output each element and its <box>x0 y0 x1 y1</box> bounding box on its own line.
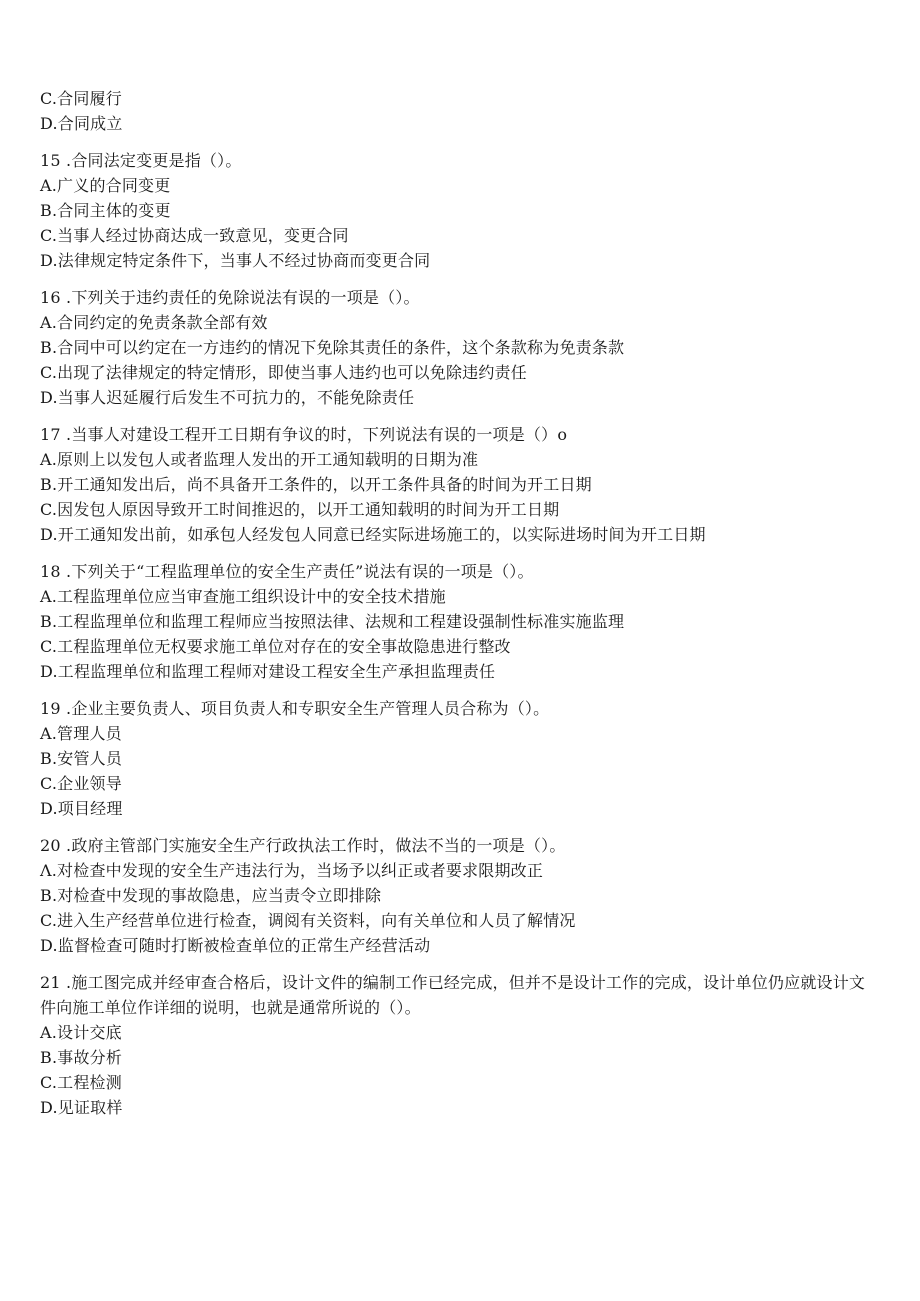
option-a: A.工程监理单位应当审查施工组织设计中的安全技术措施 <box>40 587 446 606</box>
question-21 <box>40 970 880 1120</box>
option-c: C.进入生产经营单位进行检查，调阅有关资料，向有关单位和人员了解情况 <box>40 911 576 930</box>
question-17 <box>40 422 880 547</box>
option-c: C.合同履行 <box>40 89 122 108</box>
document-page <box>40 86 880 1120</box>
option-a: Λ.对检查中发现的安全生产违法行为，当场予以纠正或者要求限期改正 <box>40 861 544 880</box>
option-c: C.企业领导 <box>40 774 122 793</box>
option-d: D.项目经理 <box>40 799 123 818</box>
question-16 <box>40 285 880 410</box>
option-a: A.合同约定的免责条款全部有效 <box>40 313 268 332</box>
option-d: D.法律规定特定条件下，当事人不经过协商而变更合同 <box>40 251 431 270</box>
option-b: B.安管人员 <box>40 749 123 768</box>
question-stem: 21 .施工图完成并经审查合格后，设计文件的编制工作已经完成，但并不是设计工作的完成，设计单位仍应就设计文件向施工单位作详细的说明，也就是通常所说的（）。 <box>40 973 866 1017</box>
question-stem: 20 .政府主管部门实施安全生产行政执法工作时，做法不当的一项是（）。 <box>40 836 566 855</box>
option-a: A.广义的合同变更 <box>40 176 171 195</box>
option-d: D.工程监理单位和监理工程师对建设工程安全生产承担监理责任 <box>40 662 496 681</box>
option-b: B.合同主体的变更 <box>40 201 171 220</box>
option-b: B.合同中可以约定在一方违约的情况下免除其责任的条件，这个条款称为免责条款 <box>40 338 625 357</box>
option-c: C.出现了法律规定的特定情形，即使当事人违约也可以免除违约责任 <box>40 363 527 382</box>
option-a: A.管理人员 <box>40 724 122 743</box>
leading-options <box>40 86 880 136</box>
question-stem: 16 .下列关于违约责任的免除说法有误的一项是（）。 <box>40 288 420 307</box>
option-b: B.工程监理单位和监理工程师应当按照法律、法规和工程建设强制性标准实施监理 <box>40 612 625 631</box>
option-a: A.原则上以发包人或者监理人发出的开工通知载明的日期为准 <box>40 450 479 469</box>
option-c: C.工程监理单位无权要求施工单位对存在的安全事故隐患进行整改 <box>40 637 511 656</box>
option-c: C.当事人经过协商达成一致意见，变更合同 <box>40 226 349 245</box>
option-b: B.开工通知发出后，尚不具备开工条件的，以开工条件具备的时间为开工日期 <box>40 475 592 494</box>
question-stem: 15 .合同法定变更是指（）。 <box>40 151 242 170</box>
question-stem: 18 .下列关于“工程监理单位的安全生产责任”说法有误的一项是（）。 <box>40 562 534 581</box>
option-b: B.事故分析 <box>40 1048 123 1067</box>
option-d: D.合同成立 <box>40 114 123 133</box>
question-18 <box>40 559 880 684</box>
option-d: D.当事人迟延履行后发生不可抗力的，不能免除责任 <box>40 388 415 407</box>
question-15 <box>40 148 880 273</box>
question-stem: 19 .企业主要负责人、项目负责人和专职安全生产管理人员合称为（）。 <box>40 699 550 718</box>
option-d: D.监督检查可随时打断被检查单位的正常生产经营活动 <box>40 936 431 955</box>
question-20 <box>40 833 880 958</box>
option-c: C.因发包人原因导致开工时间推迟的，以开工通知载明的时间为开工日期 <box>40 500 560 519</box>
option-a: A.设计交底 <box>40 1023 122 1042</box>
option-d: D.见证取样 <box>40 1098 123 1117</box>
question-19 <box>40 696 880 821</box>
option-d: D.开工通知发出前，如承包人经发包人同意已经实际进场施工的，以实际进场时间为开工日期 <box>40 525 706 544</box>
option-b: B.对检查中发现的事故隐患，应当责令立即排除 <box>40 886 382 905</box>
option-c: C.工程检测 <box>40 1073 122 1092</box>
question-stem: 17 .当事人对建设工程开工日期有争议的时，下列说法有误的一项是（）o <box>40 425 568 444</box>
